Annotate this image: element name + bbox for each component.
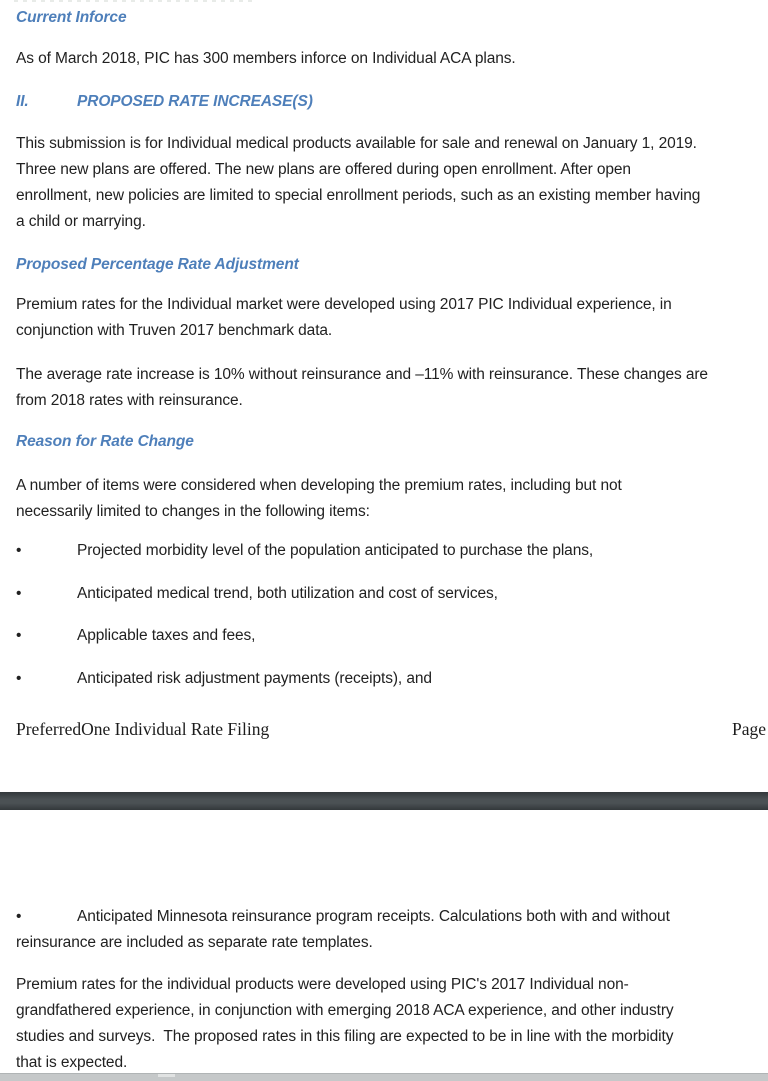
text-line: a child or marrying.	[16, 213, 146, 230]
text-line: enrollment, new policies are limited to special enrollment periods, such as an existing member having	[16, 187, 701, 204]
text-line: studies and surveys. The proposed rates in this filing are expected to be in line with the morbidity	[16, 1028, 674, 1045]
page-separator-bar	[0, 792, 768, 810]
heading-current-inforce: Current Inforce	[16, 9, 127, 26]
text-line: grandfathered experience, in conjunction with emerging 2018 ACA experience, and other industry	[16, 1002, 674, 1019]
bullet-icon: •	[16, 670, 22, 687]
heading-rate-adjustment: Proposed Percentage Rate Adjustment	[16, 256, 299, 273]
bullet-item-morbidity	[16, 538, 593, 564]
bullet-text: Anticipated Minnesota reinsurance program receipts. Calculations both with and without	[77, 908, 670, 925]
section-title: PROPOSED RATE INCREASE(S)	[77, 93, 313, 110]
bullet-icon: •	[16, 542, 22, 559]
bullet-item-risk-adjustment	[16, 666, 432, 692]
text-line: A number of items were considered when developing the premium rates, including but not	[16, 477, 622, 494]
bullet-icon: •	[16, 585, 22, 602]
text-line	[16, 904, 670, 930]
footer-document-title: PreferredOne Individual Rate Filing	[16, 719, 270, 739]
text-line: Premium rates for the Individual market were developed using 2017 PIC Individual experience, in	[16, 296, 672, 313]
text-line: Premium rates for the individual products were developed using PIC's 2017 Individual non-	[16, 976, 629, 993]
clipped-line-artifact	[14, 0, 252, 2]
bullet-text: Projected morbidity level of the population anticipated to purchase the plans,	[77, 542, 594, 559]
para-premium-individual	[16, 972, 674, 1076]
bullet-icon: •	[16, 627, 22, 644]
para-current-inforce: As of March 2018, PIC has 300 members inforce on Individual ACA plans.	[16, 50, 516, 67]
text-line: This submission is for Individual medical products available for sale and renewal on January 1, 2019.	[16, 135, 697, 152]
bullet-text: Applicable taxes and fees,	[77, 627, 256, 644]
text-line: necessarily limited to changes in the following items:	[16, 503, 370, 520]
text-line: Three new plans are offered. The new plans are offered during open enrollment. After open	[16, 161, 631, 178]
section-number: II.	[16, 93, 29, 110]
footer-page-label: Page	[731, 719, 766, 739]
text-line: from 2018 rates with reinsurance.	[16, 392, 243, 409]
text-line: that is expected.	[16, 1054, 128, 1071]
bullet-item-medical-trend	[16, 581, 498, 607]
bullet-text: Anticipated medical trend, both utilization and cost of services,	[77, 585, 498, 602]
next-page-edge-strip	[0, 1073, 768, 1081]
para-premium-rates	[16, 292, 672, 344]
bullet-item-taxes-fees	[16, 623, 255, 649]
heading-reason-for-change: Reason for Rate Change	[16, 433, 194, 450]
para-submission	[16, 131, 700, 235]
para-items-considered	[16, 473, 622, 525]
text-line: reinsurance are included as separate rate templates.	[16, 934, 373, 951]
text-line: conjunction with Truven 2017 benchmark data.	[16, 322, 333, 339]
bullet-icon: •	[16, 908, 22, 925]
bullet-text: Anticipated risk adjustment payments (receipts), and	[77, 670, 432, 687]
para-average-increase	[16, 362, 708, 414]
text-line: The average rate increase is 10% without reinsurance and –11% with reinsurance. These changes are	[16, 366, 708, 383]
heading-section-ii	[16, 92, 313, 112]
edge-notch	[158, 1074, 175, 1077]
bullet-item-mn-reinsurance	[16, 904, 670, 956]
